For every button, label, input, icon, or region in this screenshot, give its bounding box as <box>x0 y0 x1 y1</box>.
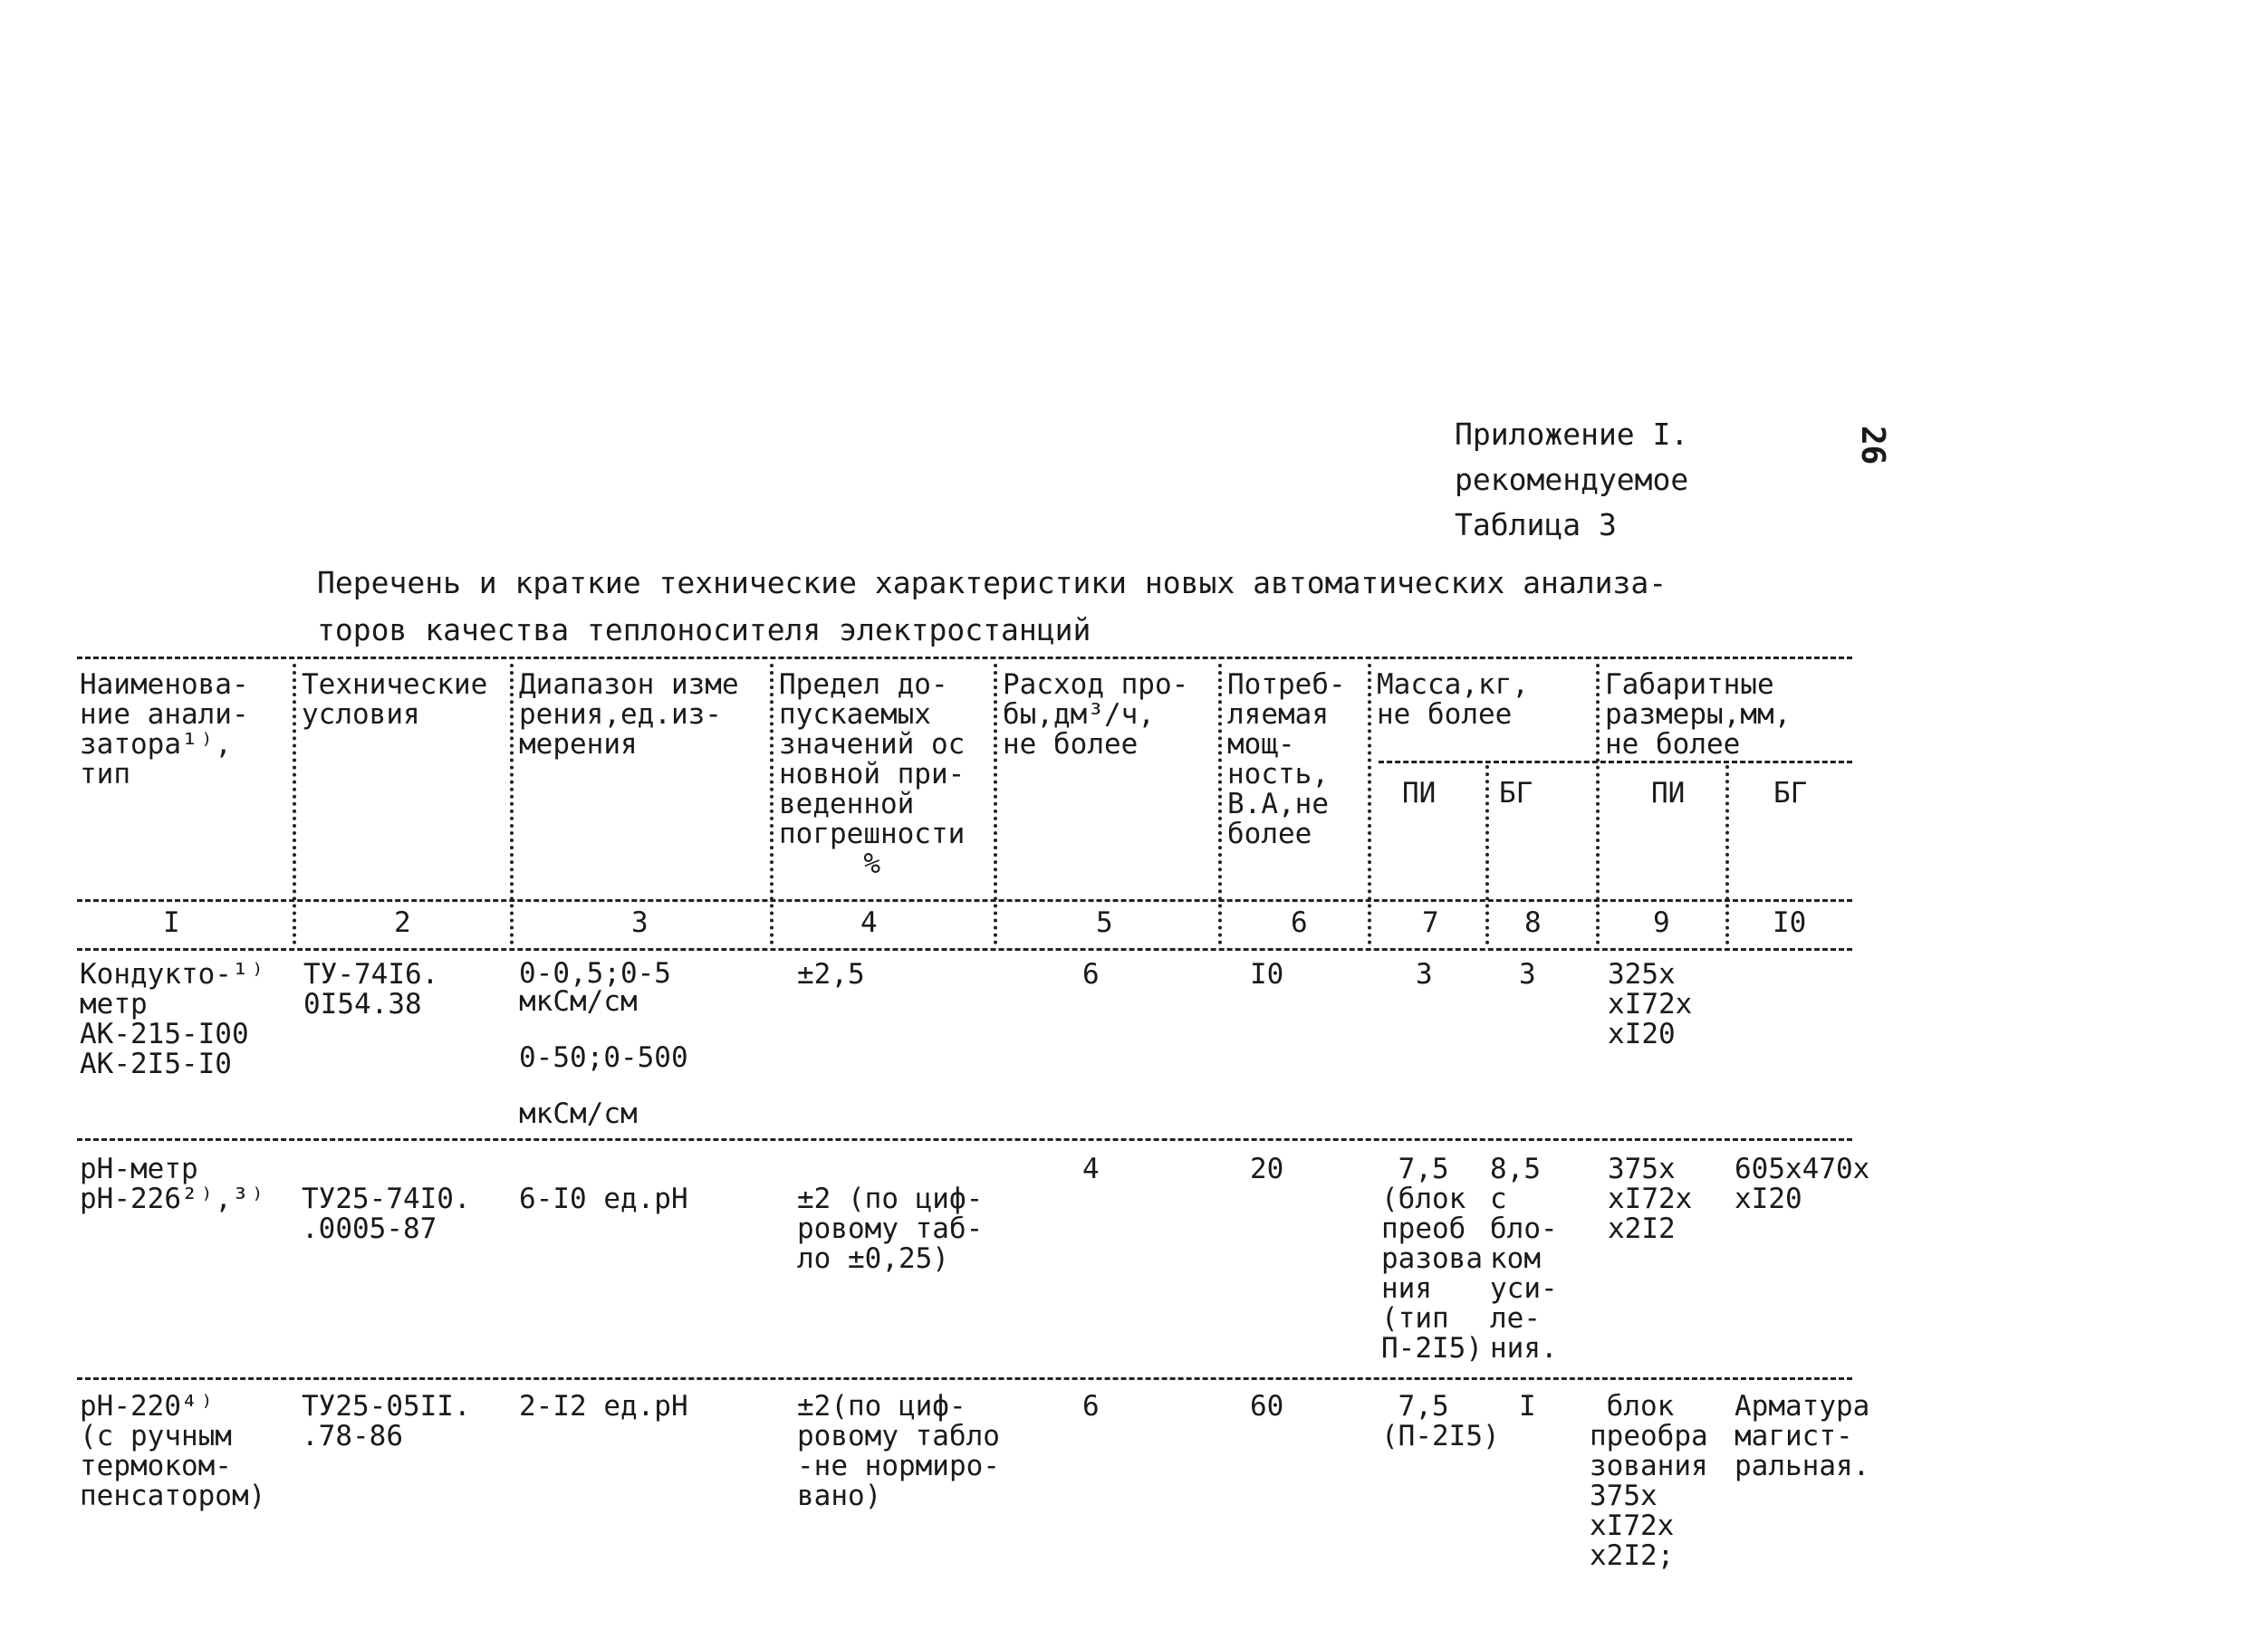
row3-dim-pi: блок преобра зования 375x xI72x x2I2; <box>1590 1390 1708 1572</box>
col-separator <box>994 664 997 944</box>
col-number: 3 <box>631 906 649 939</box>
col-separator <box>1725 765 1729 944</box>
row2-mass-bg: 8,5 с бло- ком уси- ле- ния. <box>1490 1153 1558 1365</box>
col-separator <box>1485 765 1489 944</box>
col-number: 8 <box>1524 906 1542 939</box>
header-sample-flow: Расход про- бы,дм³/ч, не более <box>1003 668 1189 761</box>
col-number: 5 <box>1096 906 1113 939</box>
row3-tu: ТУ25-05II. .78-86 <box>302 1390 471 1452</box>
header-measurement-range: Диапазон изме рения,ед.из- мерения <box>519 668 739 761</box>
col-number: I <box>163 906 180 939</box>
row3-flow: 6 <box>1082 1390 1100 1423</box>
table-rule-header-bottom <box>77 899 1852 902</box>
row1-mass-bg: 3 <box>1519 958 1536 991</box>
col-number: 4 <box>860 906 878 939</box>
col-number: 7 <box>1422 906 1439 939</box>
row3-power: 60 <box>1250 1390 1284 1423</box>
header-mass-pi: ПИ <box>1402 777 1437 810</box>
row3-error: ±2(по циф- ровому табло -не нормиро- вано) <box>797 1390 1000 1512</box>
header-dimensions: Габаритные размеры,мм, не более <box>1605 668 1792 761</box>
row2-tu: ТУ25-74I0. .0005-87 <box>302 1183 471 1245</box>
table-title <box>317 560 1812 654</box>
row3-mass-bg: I <box>1519 1390 1536 1423</box>
col-separator <box>770 664 774 944</box>
row1-dim-pi: 325x xI72x xI20 <box>1608 958 1693 1050</box>
col-number: 2 <box>394 906 411 939</box>
header-dim-pi: ПИ <box>1651 777 1686 810</box>
row2-name: рН-метр рН-226²⁾,³⁾ <box>80 1153 266 1215</box>
row2-power: 20 <box>1250 1153 1284 1185</box>
col-separator <box>1368 664 1371 944</box>
title-line-2: торов качества теплоносителя электростанций <box>317 612 1091 647</box>
header-tech-conditions: Технические условия <box>302 668 488 731</box>
header-analyzer-name: Наименова- ние анали- затора¹⁾, тип <box>80 668 249 791</box>
row1-flow: 6 <box>1082 958 1100 991</box>
row1-mass-pi: 3 <box>1416 958 1433 991</box>
row2-mass-pi: 7,5 (блок преоб разова ния (тип П-2I5) <box>1381 1153 1483 1365</box>
row3-range: 2-I2 ед.рН <box>519 1390 688 1423</box>
row1-name: Кондукто-¹⁾ метр АК-215-I00 АК-2I5-I0 <box>80 958 266 1080</box>
title-line-1: Перечень и краткие технические характеристики новых автоматических анализа- <box>317 565 1667 600</box>
table-rule-row2-bottom <box>77 1377 1852 1380</box>
header-error-limit: Предел до- пускаемых значений ос новной при- веденной погрешности % <box>779 668 966 880</box>
appendix-header <box>1455 412 1688 548</box>
col-separator <box>1218 664 1222 944</box>
page-number: 26 <box>1854 426 1891 465</box>
header-mass: Масса,кг, не более <box>1377 668 1529 731</box>
header-power: Потреб- ляемая мощ- ность, В.А,не более <box>1227 668 1346 850</box>
row3-name: рН-220⁴⁾ (с ручным термоком- пенсатором) <box>80 1390 266 1512</box>
row1-tu: ТУ-74I6. 0I54.38 <box>303 958 439 1021</box>
appendix-line: Приложение I. <box>1455 417 1689 452</box>
row1-error: ±2,5 <box>797 958 865 991</box>
col-number: I0 <box>1773 906 1807 939</box>
table-rule-numbers-bottom <box>77 948 1852 951</box>
table-number: Таблица 3 <box>1455 507 1617 542</box>
row1-power: I0 <box>1250 958 1284 991</box>
col-number: 9 <box>1653 906 1670 939</box>
appendix-recommended: рекомендуемое <box>1455 462 1689 497</box>
col-separator <box>510 664 514 944</box>
row2-dim-bg: 605x470x xI20 <box>1735 1153 1870 1215</box>
table-rule-top <box>77 657 1852 659</box>
row2-dim-pi: 375x xI72x x2I2 <box>1608 1153 1693 1245</box>
row2-error: ±2 (по циф- ровому таб- ло ±0,25) <box>797 1183 984 1275</box>
col-separator <box>293 664 296 944</box>
col-number: 6 <box>1291 906 1308 939</box>
row2-flow: 4 <box>1082 1153 1100 1185</box>
row2-range: 6-I0 ед.рН <box>519 1183 688 1215</box>
table-rule-row1-bottom <box>77 1138 1852 1141</box>
col-separator <box>1596 664 1600 944</box>
row3-dim-bg: Арматура магист- ральная. <box>1735 1390 1870 1482</box>
header-dim-bg: БГ <box>1773 777 1808 810</box>
table-rule-subheader <box>1379 761 1852 763</box>
characteristics-table <box>77 657 1870 1598</box>
row3-mass-pi: 7,5 (П-2I5) <box>1381 1390 1500 1452</box>
header-mass-bg: БГ <box>1499 777 1533 810</box>
row1-range: 0-0,5;0-5 мкСм/см 0-50;0-500 мкСм/см <box>519 957 688 1130</box>
